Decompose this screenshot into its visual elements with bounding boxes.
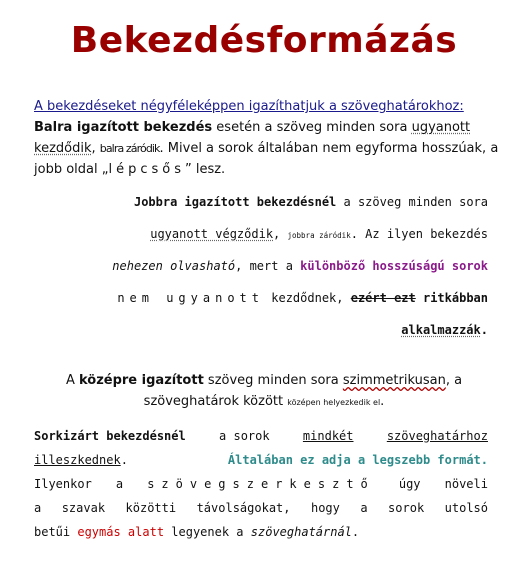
center-text-3: , a szöveghatárok között xyxy=(143,373,463,409)
left-text-2: , xyxy=(91,141,100,156)
intro-line: A bekezdéseket négyféleképpen igazíthatjuk a szöveghatárokhoz: xyxy=(34,99,464,114)
left-text-4: ” lesz. xyxy=(184,162,226,177)
justify-word-szerkeszto: szövegszerkesztő xyxy=(147,477,375,491)
justify-underline-1: mindkét xyxy=(302,429,354,443)
right-italic: nehezen olvasható xyxy=(112,259,236,273)
center-aligned-paragraph xyxy=(40,370,488,413)
left-word-kezdodik: kezdődik xyxy=(34,141,92,156)
center-bold: középre igazított xyxy=(78,373,204,388)
right-purple-text: különböző hosszúságú sorok xyxy=(300,259,488,273)
center-tiny-text: középen helyezkedik el xyxy=(287,398,381,407)
left-narrow-text: balra záródik xyxy=(99,142,160,155)
left-text-3: . Mivel a sorok általában nem egyforma hosszúak, a jobb oldal „ xyxy=(34,141,499,177)
right-line-3 xyxy=(40,250,488,282)
justify-word-noveli: növeli xyxy=(444,477,488,491)
justify-text-3: betűi xyxy=(34,525,78,539)
justify-word-a: a xyxy=(115,477,124,491)
justify-line-1 xyxy=(34,424,488,448)
justify-text-2: . xyxy=(120,453,128,467)
right-line-2 xyxy=(40,218,488,250)
center-end-dot: . xyxy=(380,394,385,409)
justify-word-ilyenkor: Ilyenkor xyxy=(34,477,92,491)
center-text-1: A xyxy=(65,373,79,388)
justified-paragraph xyxy=(34,424,488,544)
justify-underline-2: szöveghatárhoz xyxy=(386,429,488,443)
page-title: Bekezdésformázás xyxy=(70,20,458,61)
left-word-ugyanott: ugyanott xyxy=(411,120,471,135)
justify-end-dot: . xyxy=(351,525,360,539)
justify-line-4: a szavak közötti távolságokat, hogy a sorok utolsó xyxy=(34,501,488,515)
justify-italic: szöveghatárnál xyxy=(250,525,352,539)
right-tiny-text: jobbra záródik xyxy=(287,231,351,240)
right-aligned-paragraph xyxy=(40,186,488,346)
justify-underline-3: illeszkednek xyxy=(34,453,121,467)
right-text-2: , xyxy=(273,227,288,241)
justify-teal-text: Általában ez adja a legszebb formát. xyxy=(227,453,488,467)
right-last-word: alkalmazzák xyxy=(401,323,481,337)
justify-line-2 xyxy=(34,448,488,472)
right-spaced-text: nem ugyanott xyxy=(117,291,265,305)
justify-text-4: legyenek a xyxy=(164,525,251,539)
justify-bold: Sorkizárt bekezdésnél xyxy=(34,429,186,443)
right-strike-text: ezért ezt xyxy=(350,291,416,305)
right-line-1 xyxy=(40,186,488,218)
right-word-ugyanott-vegzodik: ugyanott végződik xyxy=(150,227,274,241)
right-line-5 xyxy=(40,314,488,346)
left-text-1: esetén a szöveg minden sora xyxy=(212,120,412,135)
right-text-3: . Az ilyen bekezdés xyxy=(350,227,488,241)
right-text-1: a szöveg minden sora xyxy=(336,195,488,209)
left-aligned-bold: Balra igazított bekezdés xyxy=(34,120,213,135)
center-wavy-word: szimmetrikusan xyxy=(342,373,446,388)
justify-red-text: egymás alatt xyxy=(77,525,165,539)
left-spaced-text: lépcsős xyxy=(108,162,185,177)
justify-line-3 xyxy=(34,472,488,496)
justify-word-ugy: úgy xyxy=(398,477,421,491)
right-end-dot: . xyxy=(480,323,488,337)
right-text-6: ritkábban xyxy=(415,291,488,305)
right-line-4 xyxy=(40,282,488,314)
left-aligned-paragraph xyxy=(34,96,504,180)
center-text-2: szöveg minden sora xyxy=(203,373,343,388)
justify-text-1: a sorok xyxy=(219,429,270,443)
right-text-4: , mert a xyxy=(235,259,301,273)
justify-line-5 xyxy=(34,520,488,544)
right-aligned-bold: Jobbra igazított bekezdésnél xyxy=(133,195,337,209)
right-text-5: kezdődnek, xyxy=(264,291,351,305)
